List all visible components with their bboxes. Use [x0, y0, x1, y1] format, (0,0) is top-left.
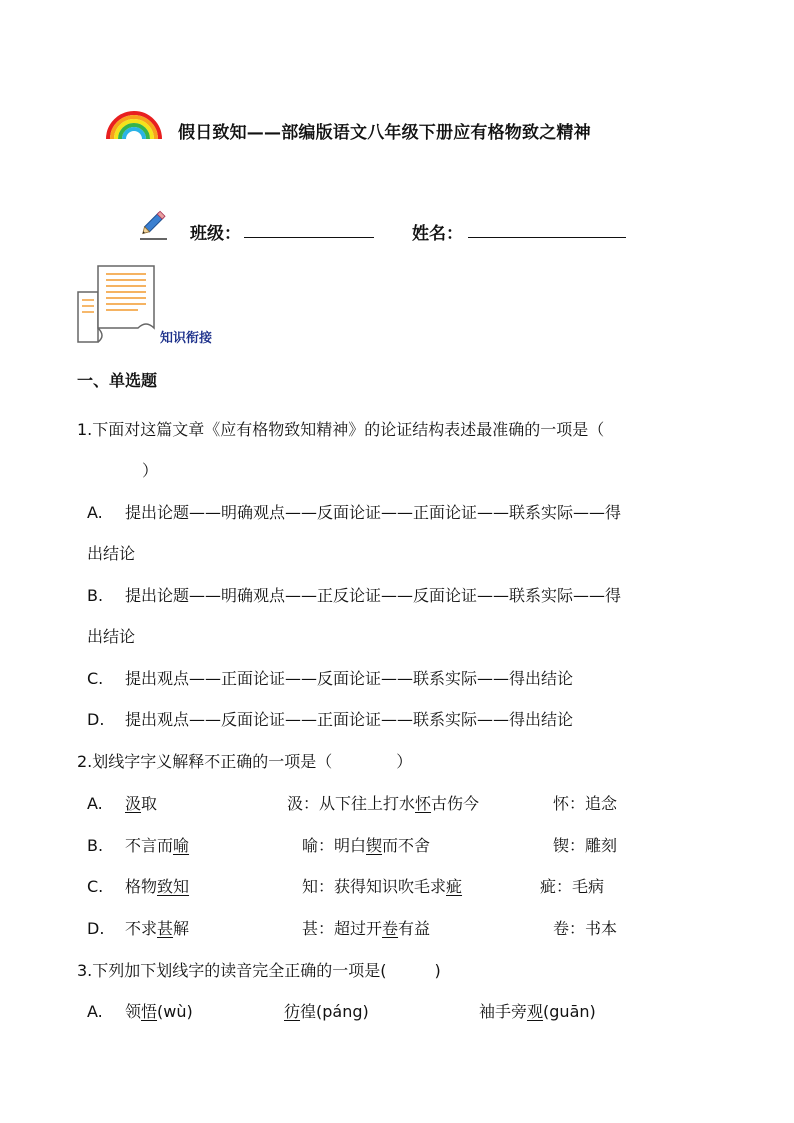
- word-text: 袖手旁: [479, 1002, 528, 1021]
- option-text: 提出观点——反面论证——正面论证——联系实际——得出结论: [125, 710, 574, 729]
- question-2-option-a[interactable]: [87, 791, 157, 814]
- question-3-option-a-word3: [479, 999, 596, 1022]
- pinyin-text: (guān): [543, 1002, 596, 1021]
- section-title: 一、单选题: [77, 371, 158, 390]
- option-letter: A.: [87, 794, 103, 813]
- question-3-option-a-word2: [284, 999, 369, 1022]
- option-letter: B.: [87, 836, 104, 855]
- underlined-char: 甚: [157, 919, 174, 938]
- explain-text: 知：获得知识吹毛求: [302, 877, 447, 896]
- knowledge-label: 知识衔接: [160, 331, 213, 346]
- name-label: 姓名：: [412, 224, 463, 244]
- question-2-stem: 2.划线字字义解释不正确的一项是（ ）: [77, 752, 413, 771]
- word-text: 解: [173, 919, 190, 938]
- option-text-cont: 出结论: [87, 627, 136, 646]
- option-letter: A.: [87, 503, 103, 522]
- question-2-option-c-explain: [302, 874, 462, 897]
- pinyin-text: (wù): [157, 1002, 193, 1021]
- word-text: 而不舍: [382, 836, 431, 855]
- underlined-char: 致知: [157, 877, 190, 896]
- question-2-option-d-explain: [302, 916, 430, 939]
- page-title: 假日致知——部编版语文八年级下册应有格物致之精神: [178, 123, 591, 143]
- question-3-option-a[interactable]: [87, 999, 193, 1022]
- word-text: 格物: [125, 877, 158, 896]
- underlined-char: 锲: [366, 836, 383, 855]
- word-text: 有益: [398, 919, 431, 938]
- rainbow-icon: [106, 108, 162, 140]
- class-label: 班级：: [190, 224, 241, 244]
- option-text: 提出论题——明确观点——正反论证——反面论证——联系实际——得: [125, 586, 622, 605]
- option-letter: D.: [87, 919, 105, 938]
- option-letter: C.: [87, 669, 104, 688]
- question-3-stem: 3.下列加下划线字的读音完全正确的一项是( ): [77, 961, 441, 980]
- word-text: 取: [141, 794, 158, 813]
- question-1-option-c[interactable]: [87, 666, 573, 689]
- underlined-char: 悟: [141, 1002, 158, 1021]
- document-icon: [76, 264, 158, 344]
- question-2-option-d-explain2: 卷：书本: [553, 919, 618, 938]
- class-field[interactable]: [244, 236, 374, 238]
- underlined-char: 汲: [125, 794, 142, 813]
- question-2-option-b[interactable]: [87, 833, 189, 856]
- question-2-option-c-explain2: 疵：毛病: [540, 877, 605, 896]
- underlined-char: 卷: [382, 919, 399, 938]
- underlined-char: 喻: [173, 836, 190, 855]
- option-text: 提出论题——明确观点——反面论证——正面论证——联系实际——得: [125, 503, 622, 522]
- pencil-icon: [137, 208, 171, 242]
- question-1-option-b[interactable]: [87, 583, 621, 606]
- name-field[interactable]: [468, 236, 626, 238]
- word-text: 不求: [125, 919, 158, 938]
- question-2-option-a-explain2: 怀：追念: [553, 794, 618, 813]
- question-2-option-b-explain: [302, 833, 430, 856]
- question-2-option-d[interactable]: [87, 916, 189, 939]
- option-letter: C.: [87, 877, 104, 896]
- explain-text: 汲：从下往上打水: [287, 794, 416, 813]
- question-2-option-b-explain2: 锲：雕刻: [553, 836, 618, 855]
- explain-text: 甚：超过开: [302, 919, 383, 938]
- option-letter: B.: [87, 586, 104, 605]
- option-letter: A.: [87, 1002, 103, 1021]
- word-text: 不言而: [125, 836, 174, 855]
- question-1-option-d[interactable]: [87, 707, 573, 730]
- underlined-char: 观: [527, 1002, 544, 1021]
- option-text-cont: 出结论: [87, 544, 136, 563]
- option-letter: D.: [87, 710, 105, 729]
- underlined-char: 彷: [284, 1002, 301, 1021]
- explain-text: 喻：明白: [302, 836, 367, 855]
- question-2-option-a-explain: [287, 791, 479, 814]
- underlined-char: 怀: [415, 794, 432, 813]
- word-text: 古伤今: [431, 794, 480, 813]
- question-2-option-c[interactable]: [87, 874, 189, 897]
- question-1-stem: 1.下面对这篇文章《应有格物致知精神》的论证结构表述最准确的一项是（: [77, 420, 605, 439]
- question-1-option-a[interactable]: [87, 500, 621, 523]
- underlined-char: 疵: [446, 877, 463, 896]
- option-text: 提出观点——正面论证——反面论证——联系实际——得出结论: [125, 669, 574, 688]
- pinyin-text: 徨(páng): [300, 1002, 369, 1021]
- word-text: 领: [125, 1002, 142, 1021]
- question-1-stem-close: ）: [142, 461, 159, 480]
